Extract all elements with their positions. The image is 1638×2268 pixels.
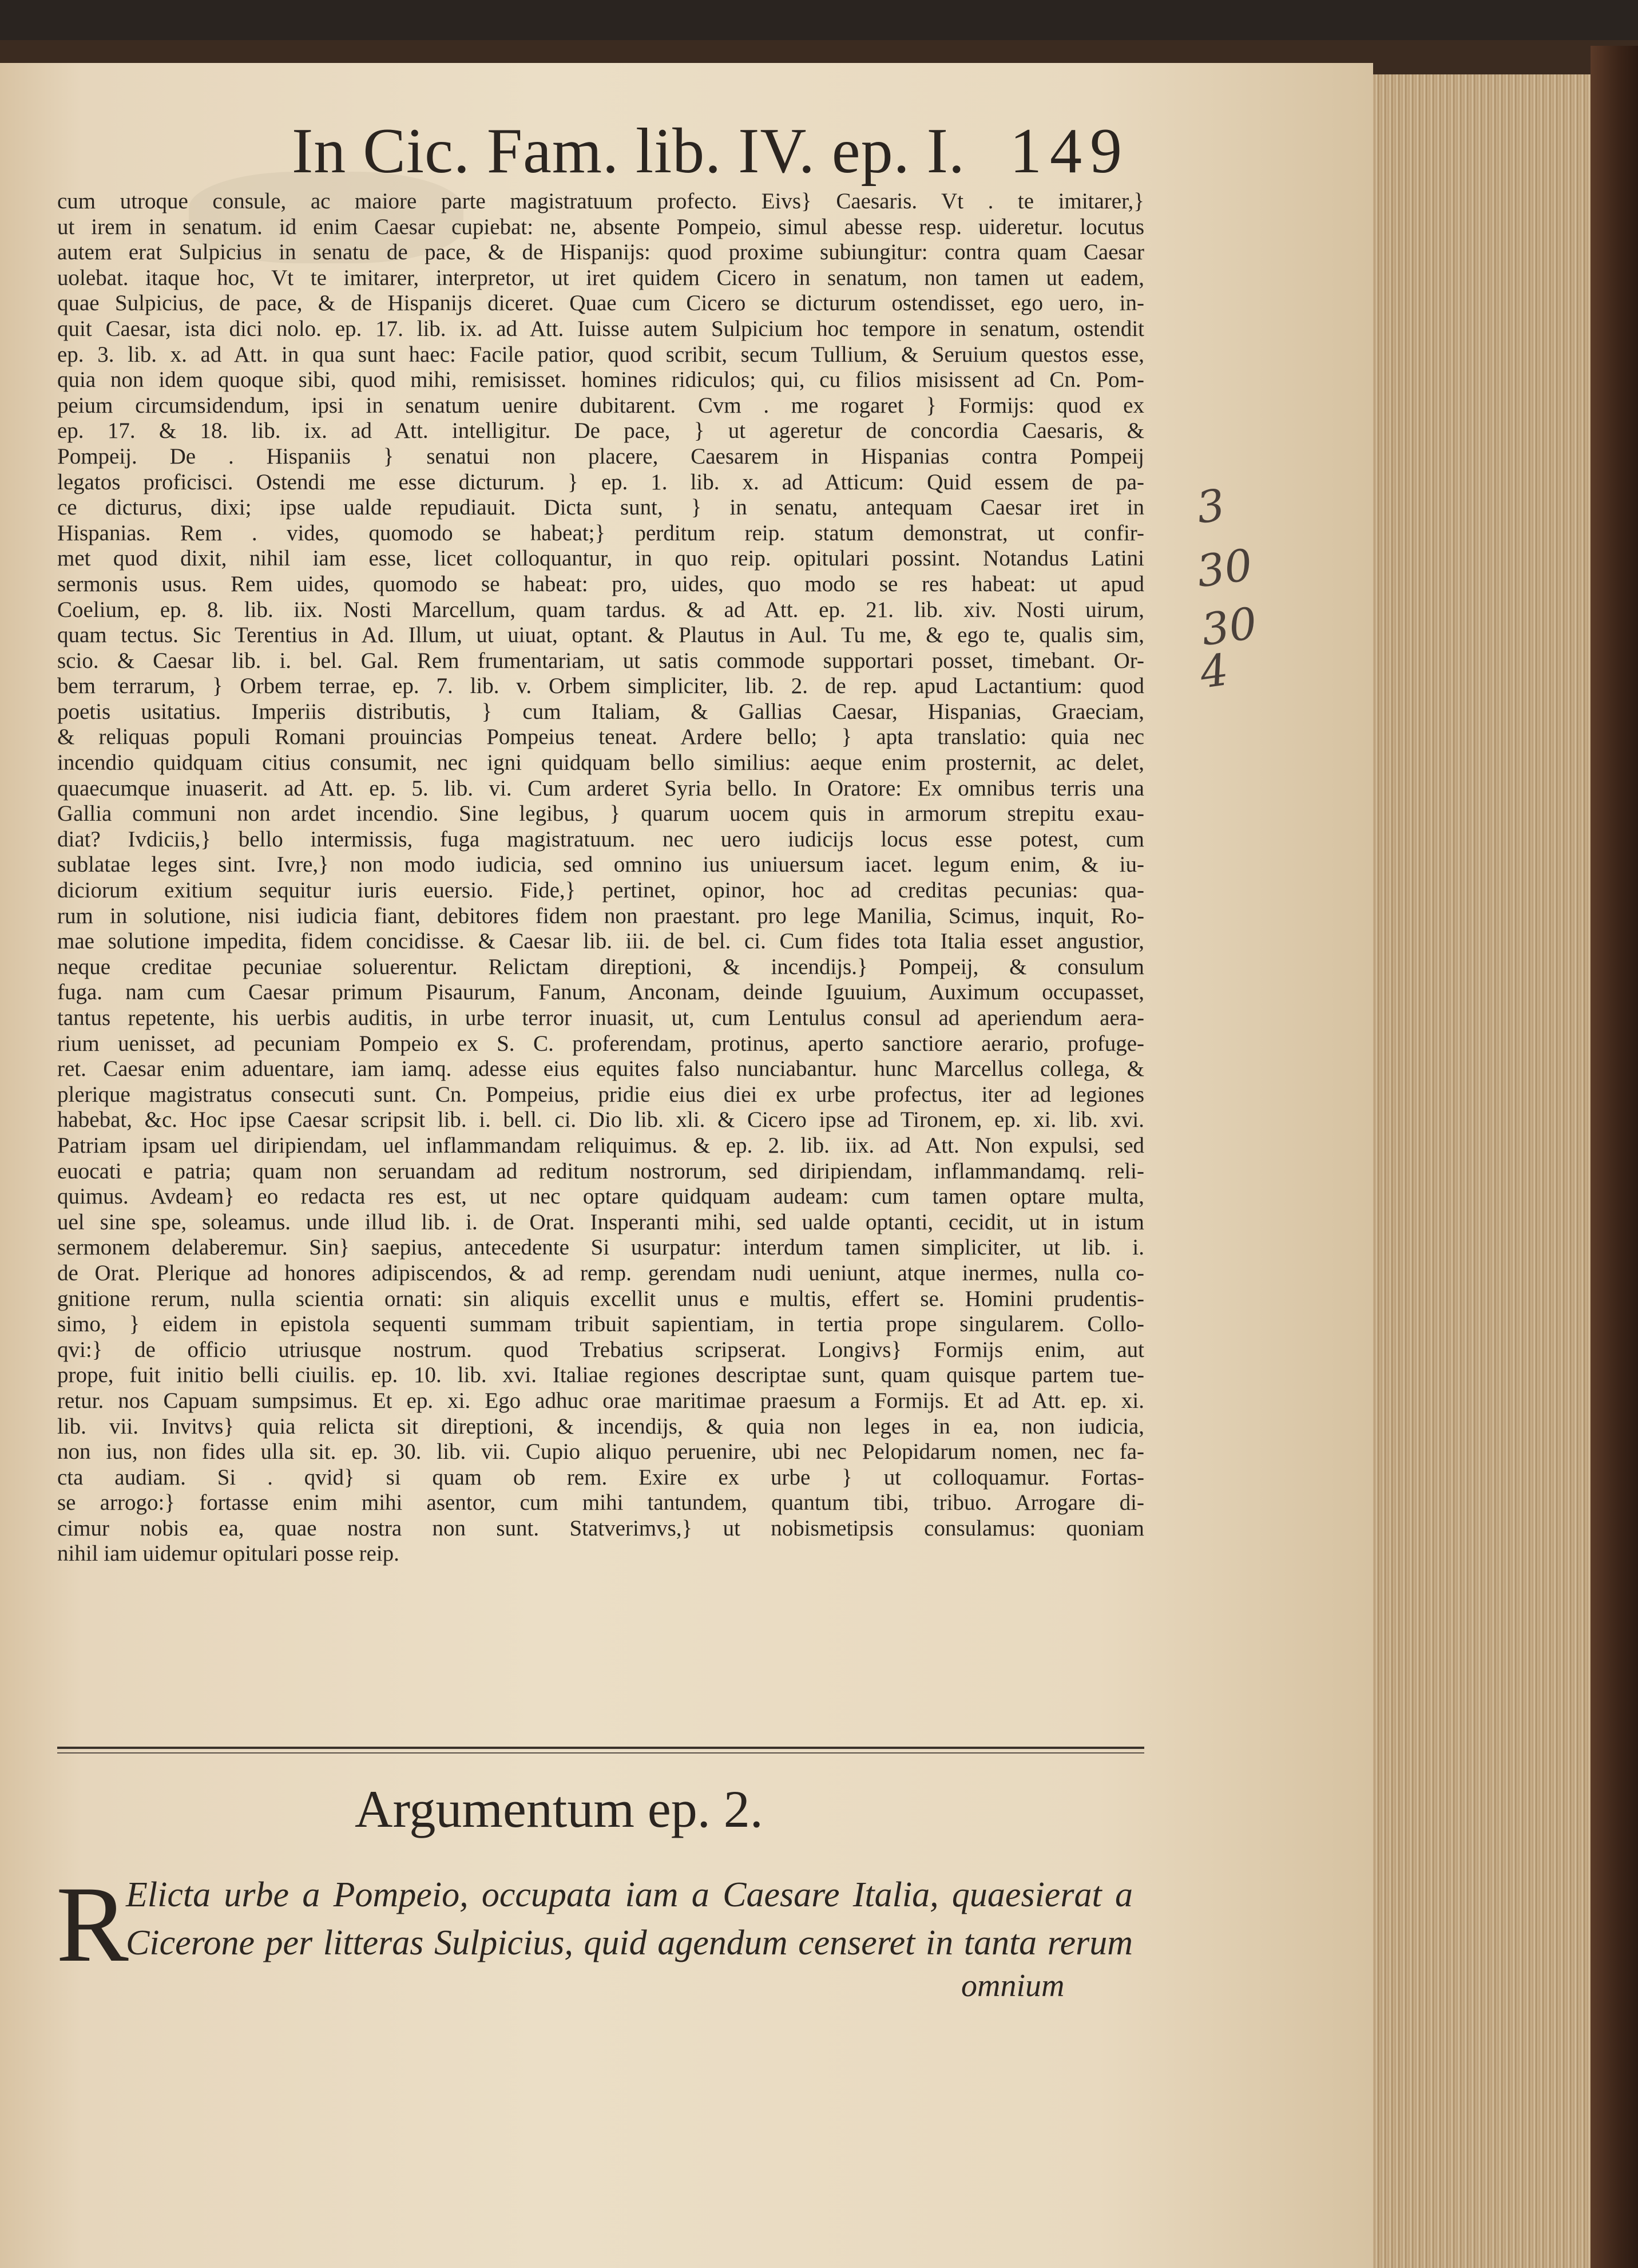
text-line: de Orat. Plerique ad honores adipiscendos, & ad remp. gerendam nudi ueniunt, atque inermes, nulla co-: [57, 1260, 1144, 1285]
text-line: plerique magistratus consecuti sunt. Cn. Pompeius, pridie eius diei ex urbe profectus, iter ad legiones: [57, 1082, 1144, 1107]
drop-capital: R: [56, 1865, 129, 1985]
text-line: diat? Ivdiciis,} bello intermissis, fuga magistratuum. nec uero iudicijs locus esse potest, cum: [57, 826, 1144, 852]
text-line: ep. 3. lib. x. ad Att. in qua sunt haec: Facile patior, quod scribit, secum Tullium, & Seruium questos esse,: [57, 342, 1144, 367]
text-line: non ius, non fides ulla sit. ep. 30. lib. vii. Cupio aliquo peruenire, ubi nec Pelopidarum nomen, nec fa-: [57, 1439, 1144, 1464]
margin-note: 4: [1197, 644, 1232, 698]
margin-note: 3: [1193, 479, 1228, 533]
text-line: met quod dixit, nihil iam esse, licet colloquantur, in quo reip. opitulari possint. Notandus Latini: [57, 546, 1144, 571]
page-header: [0, 114, 1373, 189]
text-line: cimur nobis ea, quae nostra non sunt. Statverimvs,} ut nobismetipsis consulamus: quoniam: [57, 1515, 1144, 1541]
text-line: uolebat. itaque hoc, Vt te imitarer, interpretor, ut iret quidem Cicero in senatum, non tamen ut eadem,: [57, 265, 1144, 290]
argument-catchword: omnium: [961, 1968, 1065, 2004]
text-line: Gallia communi non ardet incendio. Sine legibus, } quarum uocem quis in armorum strepitu exau-: [57, 801, 1144, 826]
text-line: se arrogo:} fortasse enim mihi asentor, cum mihi tantundem, quantum tibi, tribuo. Arrogare di-: [57, 1490, 1144, 1515]
text-line: nihil iam uidemur opitulari posse reip.: [57, 1541, 399, 1566]
argument-line-2: Cicerone per litteras Sulpicius, quid agendum censeret in tanta rerum: [126, 1923, 1133, 1962]
argument-title: Argumentum ep. 2.: [355, 1780, 763, 1838]
text-line: ret. Caesar enim aduentare, iam iamq. adesse eius equites falso nunciabantur. hunc Marcellus collega, &: [57, 1056, 1144, 1082]
text-line: Coelium, ep. 8. lib. iix. Nosti Marcellum, quam tardus. & ad Att. ep. 21. lib. xiv. Nosti uirum,: [57, 597, 1144, 622]
text-line: bem terrarum, } Orbem terrae, ep. 7. lib. v. Orbem simpliciter, lib. 2. de rep. apud Lactantium: quod: [57, 674, 1144, 699]
text-line: fuga. nam cum Caesar primum Pisaurum, Fanum, Anconam, deinde Iguuium, Auximum occupasset,: [57, 980, 1144, 1005]
text-line: ce dicturus, dixi; ipse ualde repudiauit. Dicta sunt, } in senatu, antequam Caesar iret in: [57, 495, 1144, 520]
text-line: cta audiam. Si . qvid} si quam ob rem. Exire ex urbe } ut colloquamur. Fortas-: [57, 1464, 1144, 1490]
text-line: prope, fuit initio belli ciuilis. ep. 10. lib. xvi. Italiae regiones descriptae sunt, quam quisque partem tue-: [57, 1363, 1144, 1388]
text-line: rum in solutione, nisi iudicia fiant, debitores fidem non praestant. pro lege Manilia, Scimus, inquit, Ro-: [57, 903, 1144, 928]
margin-note: 30: [1198, 597, 1260, 656]
text-line: quit Caesar, ista dici nolo. ep. 17. lib. ix. ad Att. Iuisse autem Sulpicium hoc tempore in senatum, ostendit: [57, 316, 1144, 341]
text-line: legatos proficisci. Ostendi me esse dicturum. } ep. 1. lib. x. ad Atticum: Quid essem de pa-: [57, 469, 1144, 494]
text-line: quia non idem quoque sibi, quod mihi, remisisset. homines ridiculos; qui, cu filios misissent ad Cn. Pom-: [57, 367, 1144, 393]
text-line: ut irem in senatum. id enim Caesar cupiebat: ne, absente Pompeio, simul abesse resp. uideretur. locutus: [57, 214, 1144, 239]
text-line: poetis usitatius. Imperiis distributis, } cum Italiam, & Gallias Caesar, Hispanias, Graeciam,: [57, 699, 1144, 724]
text-line: gnitione rerum, nulla scientia ornati: sin aliquis excellit unus e multis, effert se. Homini prudentis-: [57, 1286, 1144, 1311]
book-binding: [1591, 46, 1638, 2268]
commentary-text: [57, 189, 1144, 1567]
text-line: neque creditae pecuniae soluerentur. Relictam direptioni, & incendijs.} Pompeij, & consulum: [57, 954, 1144, 979]
text-line: incendio quidquam citius consumit, nec igni quidquam bello similius: aeque enim prosternit, ac delet,: [57, 750, 1144, 775]
text-line: Patriam ipsam uel diripiendam, uel inflammandam reliquimus. & ep. 2. lib. iix. ad Att. Non expulsi, sed: [57, 1133, 1144, 1158]
text-line: sermonis usus. Rem uides, quomodo se habeat: pro, uides, quo modo se res habeat: ut apud: [57, 571, 1144, 596]
text-line: peium circumsidendum, ipsi in senatum uenire dubitarent. Cvm . me rogaret } Formijs: quod ex: [57, 393, 1144, 418]
text-line: autem erat Sulpicius in senatu de pace, & de Hispanijs: quod proxime subiungitur: contra quam Caesar: [57, 240, 1144, 265]
text-line: sublatae leges sint. Ivre,} non modo iudicia, sed omnino ius uniuersum iacet. legum enim, & iu-: [57, 852, 1144, 877]
page-edges: [1373, 74, 1591, 2268]
text-line: Pompeij. De . Hispaniis } senatui non placere, Caesarem in Hispanias contra Pompeij: [57, 444, 1144, 469]
text-line: retur. nos Capuam sumpsimus. Et ep. xi. Ego adhuc orae maritimae praesum a Formijs. Et ad Att. ep. xi.: [57, 1388, 1144, 1413]
text-line: uel sine spe, soleamus. unde illud lib. i. de Orat. Insperanti mihi, sed ualde optanti, cecidit, ut in istum: [57, 1209, 1144, 1234]
text-line: tantus repetente, his uerbis auditis, in urbe terror inuasit, ut, cum Lentulus consul ad aperiendum aera-: [57, 1006, 1144, 1030]
text-line: rium uenisset, ad pecuniam Pompeio ex S. C. proferendam, protinus, aperto sanctiore aerario, profuge-: [57, 1031, 1144, 1056]
page-number: 149: [1010, 116, 1130, 187]
section-rule: [57, 1747, 1144, 1749]
text-line: lib. vii. Invitvs} quia relicta sit direptioni, & incendijs, & quia non leges in ea, non iudicia,: [57, 1414, 1144, 1439]
argument-line-1: Elicta urbe a Pompeio, occupata iam a Caesare Italia, quaesierat a: [126, 1875, 1133, 1914]
text-line: habebat, &c. Hoc ipse Caesar scripsit lib. i. bell. ci. Dio lib. xli. & Cicero ipse ad Tironem, ep. xi. lib. xvi.: [57, 1107, 1144, 1133]
section-rule-thin: [57, 1752, 1144, 1754]
text-line: sermonem delaberemur. Sin} saepius, antecedente Si usurpatur: interdum tamen simpliciter, ut lib. i.: [57, 1235, 1144, 1260]
text-line: quae Sulpicius, de pace, & de Hispanijs diceret. Quae cum Cicero se dicturum ostendisset, ego uero, in-: [57, 291, 1144, 316]
text-line: quam tectus. Sic Terentius in Ad. Illum, ut uiuat, optant. & Plautus in Aul. Tu me, & ego te, qualis sim,: [57, 623, 1144, 648]
text-line: quaecumque inuaserit. ad Att. ep. 5. lib. vi. Cum arderet Syria bello. In Oratore: Ex omnibus terris una: [57, 775, 1144, 801]
text-line: & reliquas populi Romani prouincias Pompeius teneat. Ardere bello; } apta translatio: quia nec: [57, 725, 1144, 750]
text-line: cum utroque consule, ac maiore parte magistratuum profecto. Eivs} Caesaris. Vt . te imitarer,}: [57, 189, 1144, 213]
text-line: quimus. Avdeam} eo redacta res est, ut nec optare quidquam audeam: cum tamen optare multa,: [57, 1184, 1144, 1209]
running-head: In Cic. Fam. lib. IV. ep. I.: [292, 116, 965, 187]
text-line: ep. 17. & 18. lib. ix. ad Att. intelligitur. De pace, } ut ageretur de concordia Caesaris, &: [57, 418, 1144, 444]
margin-note: 30: [1193, 539, 1256, 597]
text-line: scio. & Caesar lib. i. bel. Gal. Rem frumentariam, ut satis commode supportari posset, timebant. Or-: [57, 648, 1144, 673]
text-line: mae solutione impedita, fidem concidisse. & Caesar lib. iii. de bel. ci. Cum fides tota Italia esset angustior,: [57, 929, 1144, 954]
text-line: euocati e patria; quam non seruandam ad reditum nostrorum, sed diripiendam, inflammandamq. reli-: [57, 1158, 1144, 1184]
text-line: qvi:} de officio utriusque nostrum. quod Trebatius scripserat. Longivs} Formijs enim, aut: [57, 1337, 1144, 1362]
text-line: simo, } eidem in epistola sequenti summam tribuit sapientiam, in tertia prope singularem. Collo-: [57, 1312, 1144, 1337]
text-line: diciorum exitium sequitur iuris euersio. Fide,} pertinet, opinor, hoc ad creditas pecunias: qua-: [57, 878, 1144, 903]
text-line: Hispanias. Rem . vides, quomodo se habeat;} perditum reip. statum demonstrat, ut confir-: [57, 520, 1144, 545]
